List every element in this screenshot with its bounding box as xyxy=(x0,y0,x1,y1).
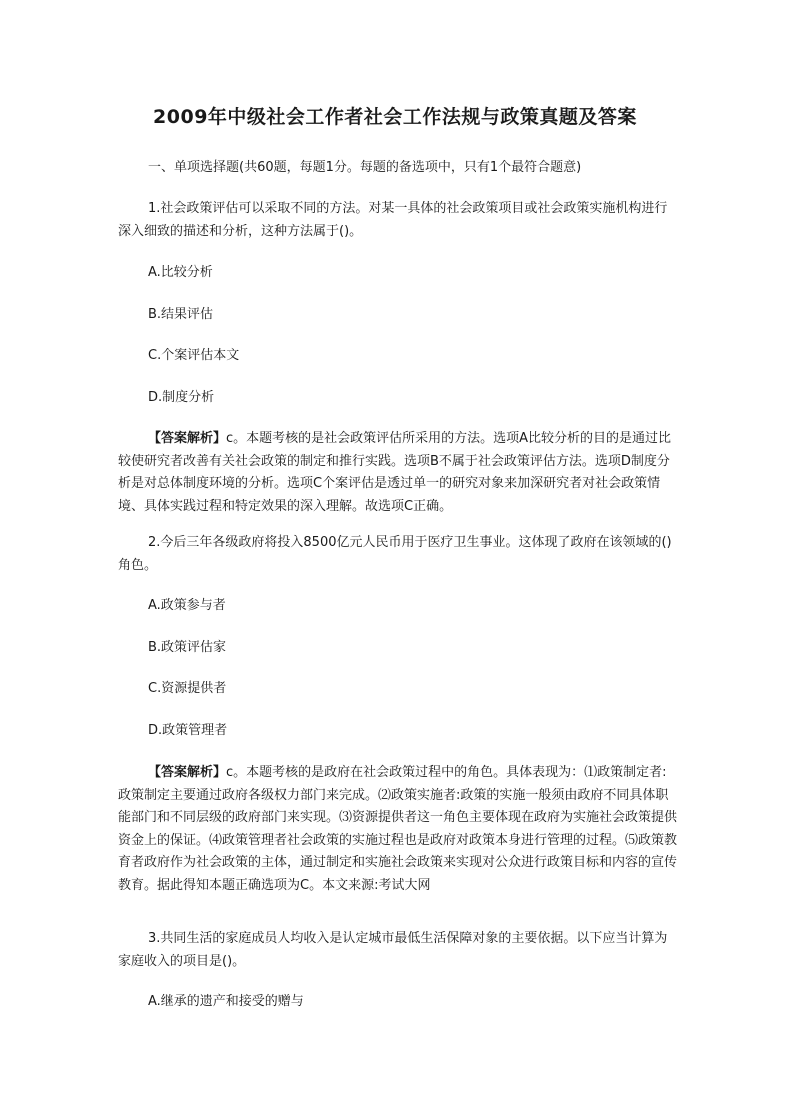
document-title: 2009年中级社会工作者社会工作法规与政策真题及答案 xyxy=(153,106,637,128)
analysis-label: 【答案解析】 xyxy=(148,431,227,446)
question-1-option-b: B.结果评估 xyxy=(148,307,214,322)
analysis-label: 【答案解析】 xyxy=(148,765,227,780)
question-1-option-a: A.比较分析 xyxy=(148,265,213,280)
analysis-text: c。本题考核的是政府在社会政策过程中的角色。具体表现为：⑴政策制定者:政策制定主要通过政府各级权力部门来完成。⑵政策实施者:政策的实施一般须由政府不同具体职能部门和不同层级的政府部门来实现。⑶资源提供者这一角色主要体现在政府为实施社会政策提供资金上的保证。⑷政策管理者社会政策的实施过程也是政府对政策本身进行管理的过程。⑸政策教育者政府作为社会政策的主体，通过制定和实施社会政策来实现对公众进行政策目标和内容的宣传教育。据此得知本题正确选项为C。本文来源:考试大网 xyxy=(118,765,678,893)
question-1-stem: 1.社会政策评估可以采取不同的方法。对某一具体的社会政策项目或社会政策实施机构进行深入细致的描述和分析，这种方法属于()。 xyxy=(118,201,668,239)
question-1-option-d: D.制度分析 xyxy=(148,390,215,405)
question-2-stem: 2.今后三年各级政府将投入8500亿元人民币用于医疗卫生事业。这体现了政府在该领域的()角色。 xyxy=(118,535,672,573)
question-2-analysis xyxy=(118,762,678,897)
question-2-option-a: A.政策参与者 xyxy=(148,598,226,613)
question-2-option-d: D.政策管理者 xyxy=(148,723,228,738)
question-2-option-c: C.资源提供者 xyxy=(148,681,227,696)
section-header: 一、单项选择题(共60题，每题1分。每题的备选项中，只有1个最符合题意) xyxy=(148,160,582,175)
question-2-option-b: B.政策评估家 xyxy=(148,640,227,655)
question-1-analysis xyxy=(118,428,678,518)
analysis-text: c。本题考核的是社会政策评估所采用的方法。选项A比较分析的目的是通过比较使研究者改善有关社会政策的制定和推行实践。选项B不属于社会政策评估方法。选项D制度分析是对总体制度环境的分析。选项C个案评估是透过单一的研究对象来加深研究者对社会政策情境、具体实践过程和特定效果的深入理解。故选项C正确。 xyxy=(118,431,672,514)
question-1-option-c: C.个案评估本文 xyxy=(148,348,240,363)
question-3-stem: 3.共同生活的家庭成员人均收入是认定城市最低生活保障对象的主要依据。以下应当计算为家庭收入的项目是()。 xyxy=(118,931,668,969)
question-3-option-a: A.继承的遗产和接受的赠与 xyxy=(148,994,304,1009)
